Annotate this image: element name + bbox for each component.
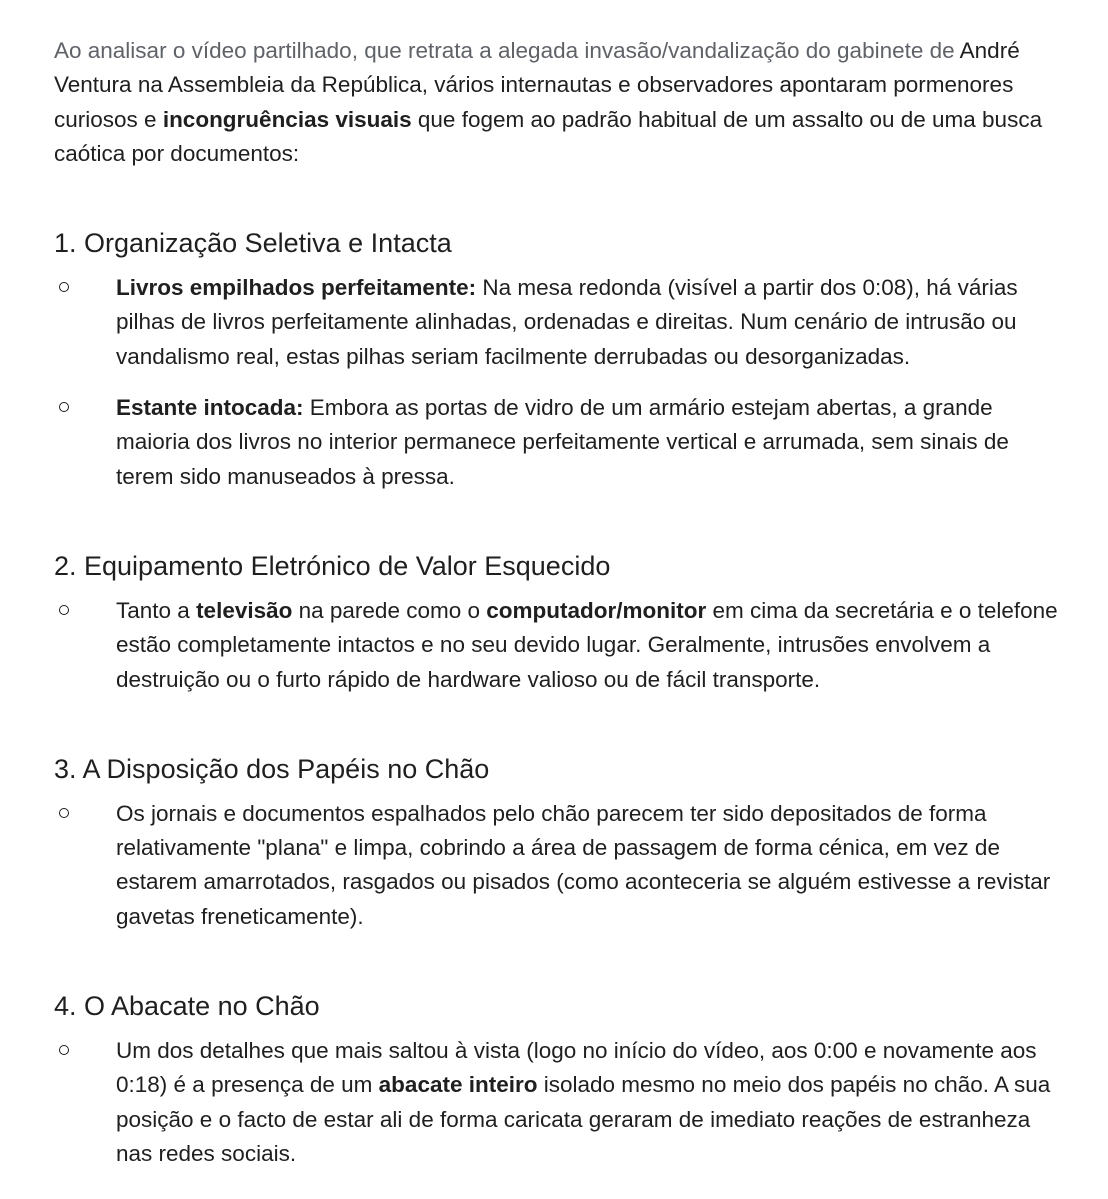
item-text: isolado mesmo no meio dos papéis no chão. A sua posição e o facto de estar ali de forma caricata geraram de imediato reações de estranheza nas redes sociais. [116,1072,1051,1166]
intro-text-end: que fogem ao padrão habitual de um assalto ou de uma busca caótica por documentos: [54,106,1043,166]
intro-bold-text: incongruências visuais [162,106,412,132]
list-item [54,1034,1066,1171]
hollow-circle-bullet-icon [59,402,69,412]
section-heading-4: 4. O Abacate no Chão [54,991,320,1022]
item-text: Um dos detalhes que mais saltou à vista (logo no início do vídeo, aos 0:00 e novamente aos 0:18) é a presença de um [116,1038,1037,1098]
intro-text: André Ventura na Assembleia da República, vários internautas e observadores apontaram pormenores curiosos e [54,38,1020,132]
item-bold-text: computador/monitor [486,597,707,623]
item-text: na parede como o [292,597,487,623]
section-heading-2: 2. Equipamento Eletrónico de Valor Esquecido [54,550,611,581]
list-item [54,391,1066,494]
intro-paragraph [54,34,1068,171]
list-item [54,594,1066,697]
hollow-circle-bullet-icon [59,808,69,818]
intro-text-faded: Ao analisar o vídeo partilhado, que retrata a alegada invasão/vandalização do gabinete de [54,38,955,63]
item-text: Embora as portas de vidro de um armário estejam abertas, a grande maioria dos livros no interior permanece perfeitamente vertical e arrumada, sem sinais de terem sido manuseados à pressa. [116,395,1009,489]
section-heading-3: 3. A Disposição dos Papéis no Chão [54,753,490,784]
section-heading-1: 1. Organização Seletiva e Intacta [54,228,452,259]
item-bold-text: televisão [196,597,293,623]
section-3-list [54,797,1068,934]
hollow-circle-bullet-icon [59,282,69,292]
item-text: Os jornais e documentos espalhados pelo chão parecem ter sido depositados de forma relativamente "plana" e limpa, cobrindo a área de passagem de forma cénica, em vez de estarem amarrotados, rasgados ou pisados (como aconteceria se alguém estivesse a revistar gavetas freneticamente). [116,800,1051,929]
item-bold-text: abacate inteiro [378,1072,538,1098]
item-bold-lead: Livros empilhados perfeitamente: [116,275,477,301]
item-text: em cima da secretária e o telefone estão completamente intactos e no seu devido lugar. Geralmente, intrusões envolvem a destruição ou o furto rápido de hardware valioso ou de fácil transporte. [116,597,1058,692]
section-1-list [54,271,1068,494]
hollow-circle-bullet-icon [59,1045,69,1055]
list-item [54,271,1066,374]
hollow-circle-bullet-icon [59,605,69,615]
item-text: Na mesa redonda (visível a partir dos 0:08), há várias pilhas de livros perfeitamente alinhadas, ordenadas e direitas. Num cenário de intrusão ou vandalismo real, estas pilhas seriam facilmente derrubadas ou desorganizadas. [116,275,1018,369]
list-item [54,797,1066,934]
item-bold-lead: Estante intocada: [116,395,304,421]
item-text: Tanto a [116,597,197,623]
section-2-list [54,594,1068,697]
section-4-list [54,1034,1068,1171]
